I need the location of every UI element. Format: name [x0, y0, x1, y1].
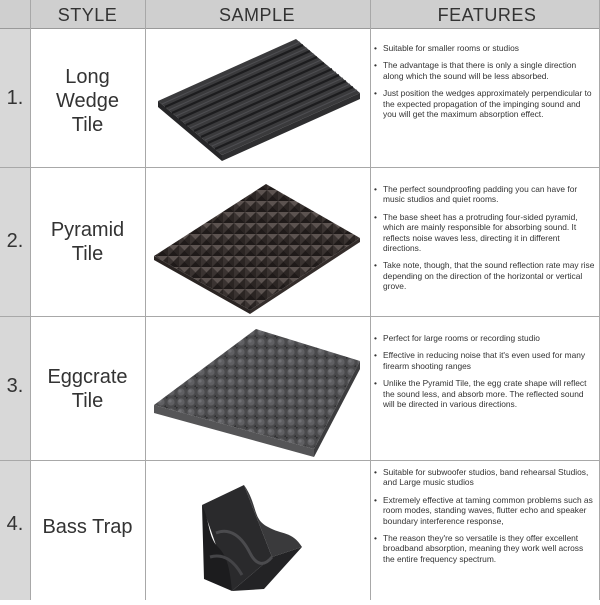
grid-divider [370, 0, 371, 600]
table-row-long-wedge [0, 29, 600, 167]
style-name: Bass Trap [42, 516, 133, 538]
feature-item: • Unlike the Pyramid Tile, the egg crate shape will reflect the sound less, and absorb more. The reflected sound will be directed in various directions. [374, 378, 596, 409]
grid-divider [0, 167, 600, 168]
feature-item: • Effective in reducing noise that it's even used for many firearm shooting ranges [374, 350, 596, 371]
grid-divider [0, 460, 600, 461]
row-number: 3. [6, 375, 24, 397]
style-name: Pyramid Tile [50, 219, 125, 265]
grid-divider [30, 0, 31, 600]
feature-item: • Perfect for large rooms or recording studio [374, 333, 596, 343]
feature-item: • The reason they're so versatile is they offer excellent broadband absorption, meaning they work well across the entire frequency spectrum. [374, 533, 596, 564]
feature-item: • The base sheet has a protruding four-sided pyramid, which are mainly responsible for absorbing sound. It reflects noise waves less, directing it in different directions. [374, 212, 596, 254]
header-features: FEATURES [437, 5, 537, 25]
style-name: Eggcrate Tile [47, 366, 128, 412]
header-sample: SAMPLE [218, 5, 296, 25]
sample-pyramid-image [146, 168, 368, 316]
header-style: STYLE [57, 5, 118, 25]
feature-item: • Take note, though, that the sound reflection rate may rise depending on the direction of the horizontal or vertical grove. [374, 260, 596, 291]
row-number: 4. [6, 513, 24, 535]
sample-eggcrate-image [146, 317, 368, 460]
feature-item: • The perfect soundproofing padding you can have for music studios and quiet rooms. [374, 184, 596, 205]
sample-bass-trap-image [146, 461, 368, 600]
features-cell [374, 467, 596, 571]
table-row-eggcrate [0, 317, 600, 460]
feature-item: • Extremely effective at taming common problems such as room modes, standing waves, flutter echo and speaker boundary interference response, [374, 495, 596, 526]
table-row-pyramid [0, 168, 600, 316]
style-name: Long Wedge Tile [55, 66, 119, 136]
grid-divider [145, 0, 146, 600]
row-number: 2. [6, 230, 24, 252]
features-cell [374, 333, 596, 416]
features-cell [374, 184, 596, 299]
sample-long-wedge-image [146, 29, 368, 167]
table-row-bass-trap [0, 461, 600, 600]
row-number: 1. [6, 87, 24, 109]
table-header [0, 0, 600, 29]
features-cell [374, 43, 596, 126]
feature-item: • Suitable for smaller rooms or studios [374, 43, 596, 53]
feature-item: • The advantage is that there is only a single direction along which the sound will be less absorbed. [374, 60, 596, 81]
feature-item: • Suitable for subwoofer studios, band rehearsal Studios, and Large music studios [374, 467, 596, 488]
grid-divider [0, 316, 600, 317]
feature-item: • Just position the wedges approximately perpendicular to the expected propagation of the impinging sound and you will get the maximum absorption effect. [374, 88, 596, 119]
